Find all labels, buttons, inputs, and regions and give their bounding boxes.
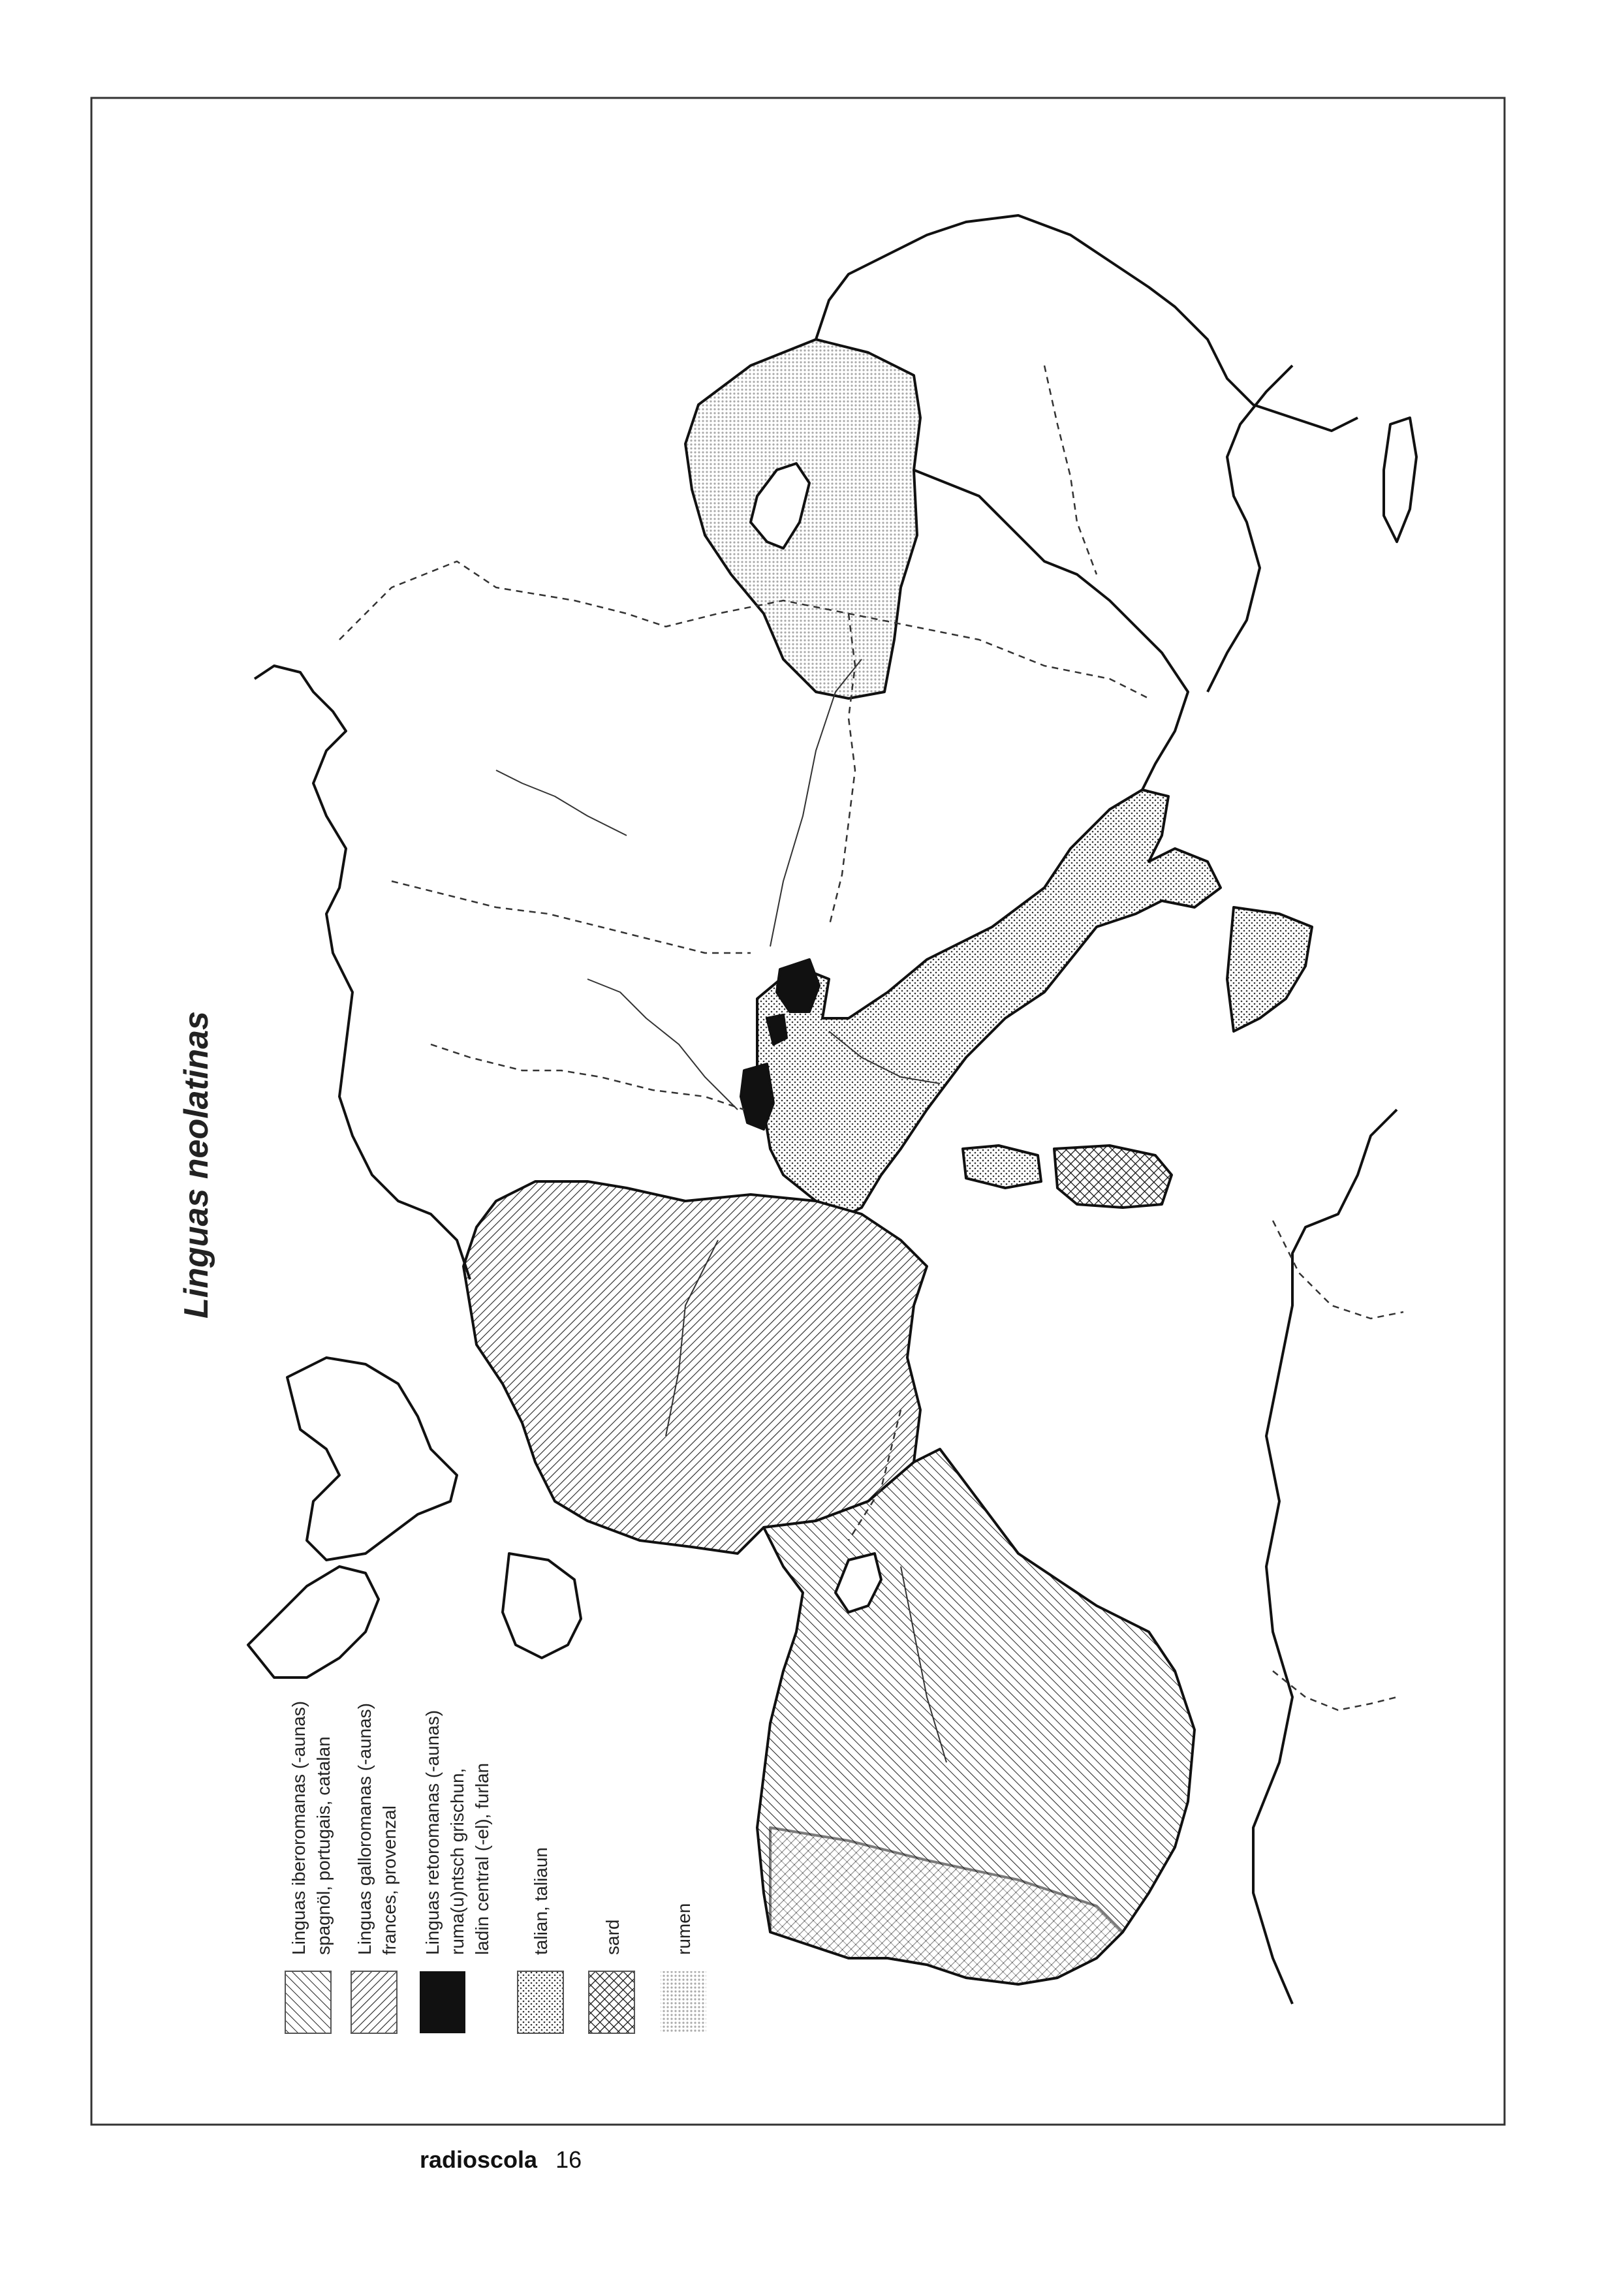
region-retoromanas-3: [741, 1064, 773, 1129]
region-rumen: [685, 339, 920, 698]
region-retoromanas-1: [777, 960, 819, 1012]
legend-swatch-galloromanas: [351, 1971, 397, 2033]
region-sicily-talian: [1227, 907, 1312, 1031]
map-title: Linguas neolatinas: [178, 1011, 215, 1319]
legend-label-retoromanas-2: ruma(u)ntsch grischun,: [447, 1768, 467, 1955]
legend-label-galloromanas-1: Linguas galloromanas (-aunas): [354, 1703, 375, 1955]
legend-label-iberoromanas-1: Linguas iberoromanas (-aunas): [289, 1700, 309, 1955]
legend-swatch-sard: [589, 1971, 634, 2033]
legend-swatch-retoromanas: [420, 1971, 465, 2033]
region-sard: [1054, 1146, 1172, 1208]
region-galloromanas: [463, 1181, 927, 1553]
legend-swatch-rumen: [661, 1971, 706, 2033]
legend-label-retoromanas-1: Linguas retoromanas (-aunas): [422, 1710, 443, 1955]
page-footer: [420, 2146, 582, 2174]
region-corsica-talian: [963, 1146, 1041, 1188]
land-ireland: [503, 1553, 581, 1658]
legend-label-sard: sard: [602, 1919, 623, 1955]
river-danube: [770, 659, 862, 946]
legend-label-galloromanas-2: frances, provenzal: [379, 1805, 399, 1955]
river-rhine: [587, 979, 738, 1110]
border-3: [431, 1044, 744, 1110]
river-elbe: [496, 770, 627, 835]
island-crete: [1384, 418, 1416, 542]
land-britain: [287, 1358, 457, 1560]
page-number: 16: [555, 2146, 582, 2173]
coast-balkan: [914, 470, 1188, 790]
legend-label-rumen: rumen: [674, 1903, 694, 1955]
legend-label-iberoromanas-2: spagnöl, portugais, catalan: [313, 1736, 334, 1955]
legend-swatch-talian: [518, 1971, 563, 2033]
legend: [285, 1701, 706, 2033]
legend-label-talian: talian, taliaun: [531, 1847, 551, 1955]
coast-north: [255, 666, 470, 1279]
legend-swatch-iberoromanas: [285, 1971, 331, 2033]
legend-label-retoromanas-3: ladin central (-el), furlan: [472, 1762, 492, 1955]
coast-africa: [1253, 1110, 1397, 2004]
border-2: [392, 881, 751, 953]
land-scandinavia: [248, 1567, 379, 1678]
border-5: [1044, 366, 1097, 574]
publication-name: radioscola: [420, 2146, 538, 2173]
